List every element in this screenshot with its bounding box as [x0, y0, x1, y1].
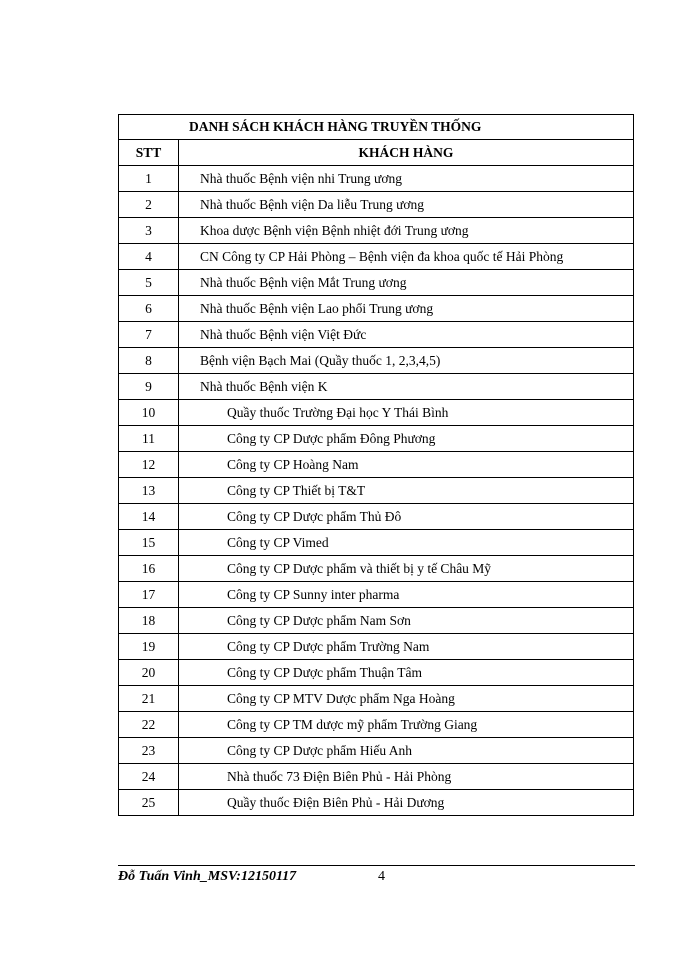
row-stt: 7 [119, 322, 179, 348]
row-stt: 2 [119, 192, 179, 218]
page-number: 4 [378, 869, 385, 884]
table-row [119, 426, 634, 452]
table-row [119, 244, 634, 270]
footer-author: Đỗ Tuấn Vinh_MSV:12150117 [118, 869, 297, 884]
row-customer-name: Công ty CP Dược phẩm Thuận Tâm [179, 660, 634, 686]
row-stt: 24 [119, 764, 179, 790]
table-title-row [119, 115, 634, 140]
table-row [119, 556, 634, 582]
table-row [119, 296, 634, 322]
row-customer-name: Quầy thuốc Điện Biên Phủ - Hải Dương [179, 790, 634, 816]
table-row [119, 192, 634, 218]
table-row [119, 790, 634, 816]
row-stt: 25 [119, 790, 179, 816]
table-row [119, 738, 634, 764]
table-row [119, 686, 634, 712]
table-row [119, 478, 634, 504]
row-customer-name: Công ty CP Dược phẩm Trường Nam [179, 634, 634, 660]
table-row [119, 218, 634, 244]
row-stt: 8 [119, 348, 179, 374]
row-customer-name: Công ty CP Dược phẩm Hiếu Anh [179, 738, 634, 764]
row-customer-name: Công ty CP MTV Dược phẩm Nga Hoàng [179, 686, 634, 712]
table-header-row [119, 140, 634, 166]
row-stt: 5 [119, 270, 179, 296]
table-row [119, 764, 634, 790]
row-stt: 3 [119, 218, 179, 244]
row-stt: 13 [119, 478, 179, 504]
row-customer-name: Công ty CP Dược phẩm và thiết bị y tế Châu Mỹ [179, 556, 634, 582]
row-customer-name: Nhà thuốc Bệnh viện Mắt Trung ương [179, 270, 634, 296]
table-row [119, 660, 634, 686]
table-row [119, 608, 634, 634]
row-customer-name: Công ty CP Dược phẩm Thủ Đô [179, 504, 634, 530]
table-row [119, 504, 634, 530]
row-customer-name: Nhà thuốc Bệnh viện Da liễu Trung ương [179, 192, 634, 218]
footer-divider [118, 865, 635, 866]
row-customer-name: Nhà thuốc Bệnh viện Việt Đức [179, 322, 634, 348]
column-header-stt: STT [119, 140, 179, 166]
row-stt: 4 [119, 244, 179, 270]
row-stt: 16 [119, 556, 179, 582]
column-header-customer: KHÁCH HÀNG [179, 140, 634, 166]
row-customer-name: Nhà thuốc 73 Điện Biên Phủ - Hải Phòng [179, 764, 634, 790]
table-row [119, 400, 634, 426]
row-stt: 11 [119, 426, 179, 452]
row-stt: 12 [119, 452, 179, 478]
table-row [119, 270, 634, 296]
row-stt: 6 [119, 296, 179, 322]
row-stt: 9 [119, 374, 179, 400]
row-customer-name: CN Công ty CP Hải Phòng – Bệnh viện đa khoa quốc tế Hải Phòng [179, 244, 634, 270]
row-customer-name: Công ty CP Sunny inter pharma [179, 582, 634, 608]
customer-table [118, 114, 634, 816]
table-row [119, 712, 634, 738]
row-stt: 1 [119, 166, 179, 192]
row-customer-name: Công ty CP Dược phẩm Đông Phương [179, 426, 634, 452]
table-row [119, 348, 634, 374]
row-customer-name: Nhà thuốc Bệnh viện K [179, 374, 634, 400]
row-stt: 19 [119, 634, 179, 660]
row-stt: 23 [119, 738, 179, 764]
row-stt: 14 [119, 504, 179, 530]
row-stt: 21 [119, 686, 179, 712]
table-title: DANH SÁCH KHÁCH HÀNG TRUYỀN THỐNG [119, 115, 634, 140]
row-customer-name: Bệnh viện Bạch Mai (Quầy thuốc 1, 2,3,4,5) [179, 348, 634, 374]
row-stt: 10 [119, 400, 179, 426]
table-row [119, 322, 634, 348]
row-stt: 22 [119, 712, 179, 738]
row-customer-name: Nhà thuốc Bệnh viện nhi Trung ương [179, 166, 634, 192]
row-customer-name: Nhà thuốc Bệnh viện Lao phổi Trung ương [179, 296, 634, 322]
row-customer-name: Công ty CP TM dược mỹ phẩm Trường Giang [179, 712, 634, 738]
row-customer-name: Khoa dược Bệnh viện Bệnh nhiệt đới Trung ương [179, 218, 634, 244]
table-row [119, 166, 634, 192]
table-row [119, 582, 634, 608]
row-stt: 20 [119, 660, 179, 686]
table-row [119, 452, 634, 478]
row-stt: 17 [119, 582, 179, 608]
table-row [119, 374, 634, 400]
table-row [119, 530, 634, 556]
row-customer-name: Công ty CP Hoàng Nam [179, 452, 634, 478]
row-customer-name: Công ty CP Vimed [179, 530, 634, 556]
row-customer-name: Quầy thuốc Trường Đại học Y Thái Bình [179, 400, 634, 426]
table-row [119, 634, 634, 660]
row-stt: 18 [119, 608, 179, 634]
row-customer-name: Công ty CP Thiết bị T&T [179, 478, 634, 504]
row-customer-name: Công ty CP Dược phẩm Nam Sơn [179, 608, 634, 634]
row-stt: 15 [119, 530, 179, 556]
